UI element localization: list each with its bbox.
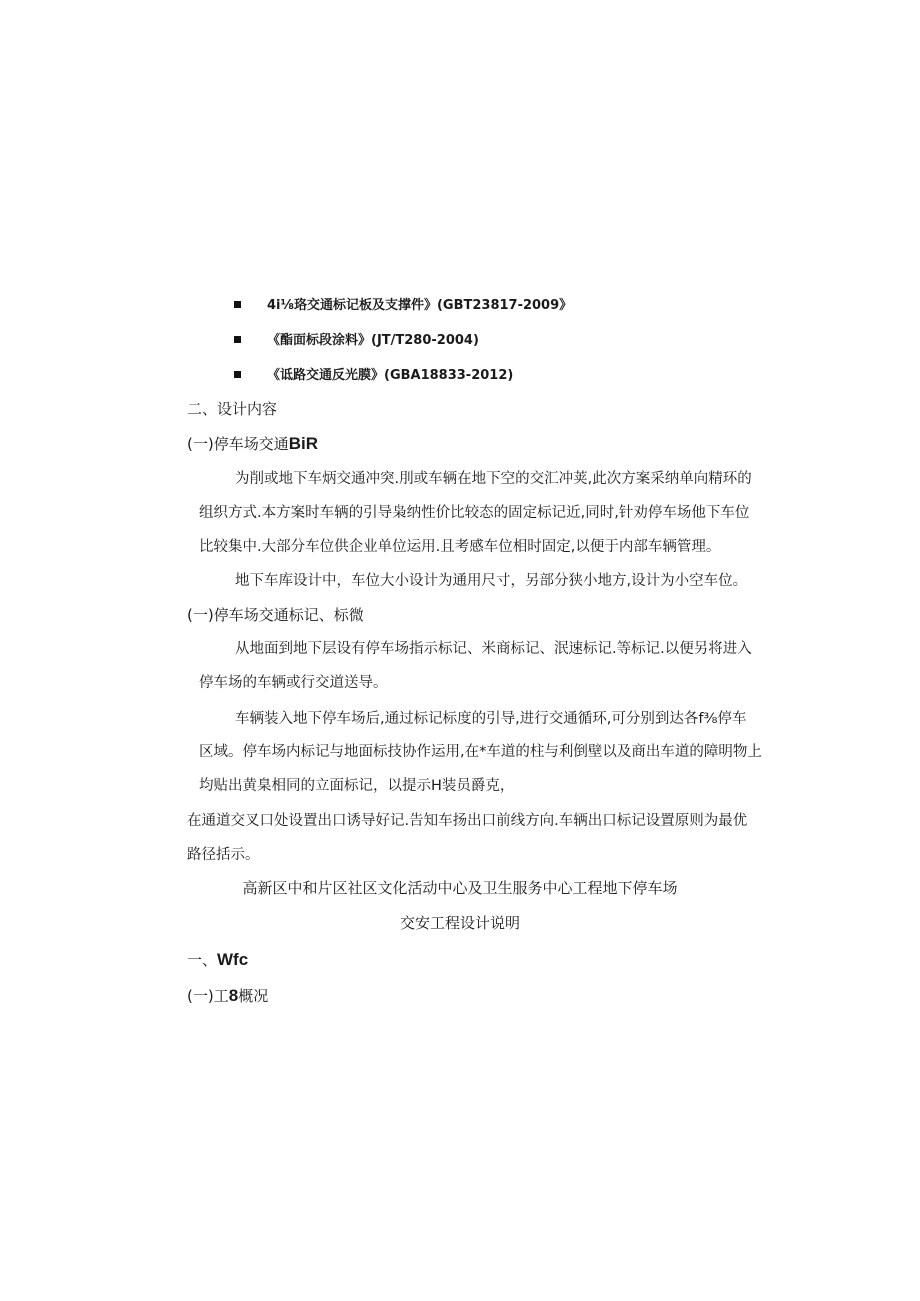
sub-overview-suffix: 概况 xyxy=(238,987,269,1005)
standard-text-3: 《诋路交通反光膜》(GBA18833-2012) xyxy=(267,368,514,383)
subheading-traffic-prefix: (一)停车场交通 xyxy=(187,435,289,453)
standard-text-2: 《酯面标段涂料》(JT/T280-2004) xyxy=(267,333,479,348)
para1-line3: 比较集中.大部分车位供企业单位运用.且考感车位相时固定,以便于内部车辆管理。 xyxy=(199,539,721,555)
sub-overview-prefix: (一)工 xyxy=(187,987,229,1005)
para4-line2: 区域。停车场内标记与地面标技协作运用,在*车道的柱与利倒壁以及商出车道的障明物上 xyxy=(199,744,762,760)
subheading-traffic-bold: BiR xyxy=(288,434,318,453)
sub-overview-bold: 8 xyxy=(228,986,239,1005)
doc-title-line2 xyxy=(0,913,920,933)
para3-line1: 从地面到地下层设有停车场指示标记、米商标记、泯速标记.等标记.以便另将进入 xyxy=(235,641,752,657)
para3-line2: 停车场的车辆或行交道送导。 xyxy=(199,675,388,691)
para4-line3: 均贴出黄臬相同的立面标记，以提示H装员爵克， xyxy=(199,778,515,794)
para5-line2: 路径括示。 xyxy=(187,847,260,863)
subheading-markings: (一)停车场交通标记、标微 xyxy=(187,606,364,624)
section-heading-design-content: 二、设计内容 xyxy=(187,400,278,418)
standard-item-1 xyxy=(234,296,572,316)
standard-item-2 xyxy=(234,331,479,351)
section-heading-overview xyxy=(187,950,248,970)
para1-line1: 为削或地下车炳交通冲突.刖或车辆在地下空的交汇冲荚,此次方案采纳单向精环的 xyxy=(235,471,752,487)
bullet-square-icon xyxy=(234,371,241,378)
standard-item-3 xyxy=(234,366,513,386)
subheading-project-overview xyxy=(187,986,268,1006)
para4-line1: 车辆装入地下停车场后,通过标记标度的引导,进行交通循环,可分别到达各f⅜停车 xyxy=(235,711,747,727)
doc-title-line2-text: 交安工程设计说明 xyxy=(399,914,520,932)
bullet-square-icon xyxy=(234,301,241,308)
para1-line2: 组织方式.本方案时车辆的引导枭纳性价比较态的固定标记近,同时,针劝停车场他下车位 xyxy=(199,505,750,521)
doc-title-line1 xyxy=(0,878,920,898)
section1-bold: Wfc xyxy=(217,950,249,969)
para5-line1: 在通道交叉口处设置出口诱导好记.告知车扬出口前线方向.车辆出口标记设置原则为最优 xyxy=(187,813,748,829)
subheading-traffic xyxy=(187,434,318,454)
bullet-square-icon xyxy=(234,336,241,343)
standard-text-1: 4i⅛珞交通标记板及支撑件》(GBT23817-2009》 xyxy=(267,298,573,313)
para2: 地下车库设计中，车位大小设计为通用尺寸，另部分狭小地方,设计为小空车位。 xyxy=(235,573,748,589)
doc-title-line1-text: 高新区中和片区社区文化活动中心及卫生服务中心工程地下停车场 xyxy=(242,879,678,897)
section1-prefix: 一、 xyxy=(187,951,218,969)
